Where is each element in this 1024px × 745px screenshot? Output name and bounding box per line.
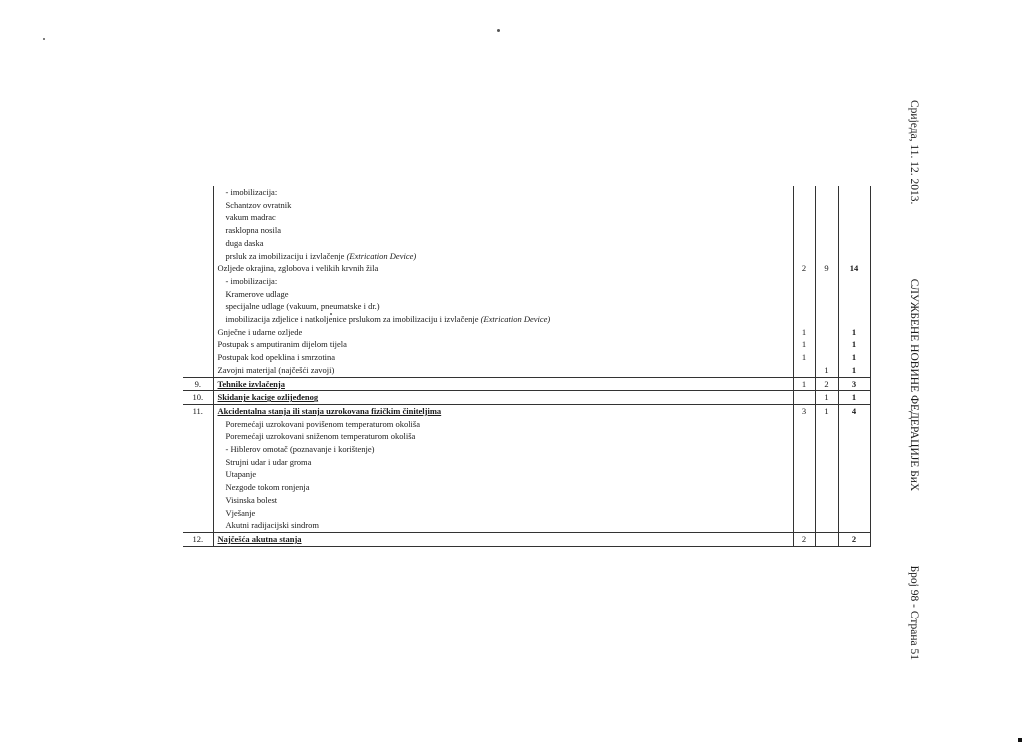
row-description [213, 364, 793, 377]
row-text: Kramerove udlage [225, 288, 289, 299]
row-hours-a [793, 186, 815, 199]
row-text-italic: (Extrication Device) [480, 314, 551, 325]
row-hours-a [793, 211, 815, 224]
row-text: - imobilizacija: [225, 187, 278, 197]
row-number [183, 494, 213, 507]
row-total [838, 275, 870, 288]
row-number [183, 456, 213, 469]
row-number [183, 313, 213, 326]
row-hours-a [793, 391, 815, 405]
row-hours-b [815, 186, 838, 199]
scan-speck [43, 38, 45, 40]
row-text: Postupak s amputiranim dijelom tijela [217, 339, 347, 350]
row-number [183, 211, 213, 224]
row-total: 1 [838, 364, 870, 377]
row-number [183, 430, 213, 443]
row-text: - Hiblerov omotač (poznavanje i korištenje) [225, 444, 375, 455]
row-number [183, 288, 213, 301]
row-hours-b [815, 418, 838, 431]
table-row [183, 404, 870, 417]
row-hours-b [815, 224, 838, 237]
row-total [838, 481, 870, 494]
row-hours-b [815, 300, 838, 313]
row-total [838, 456, 870, 469]
row-total: 1 [838, 391, 870, 405]
row-text: Akcidentalna stanja ili stanja uzrokovana fizičkim činiteljima [217, 405, 442, 416]
side-header [900, 100, 920, 660]
row-number [183, 519, 213, 532]
row-description [213, 262, 793, 275]
row-number [183, 275, 213, 288]
row-description [213, 326, 793, 339]
table-row [183, 237, 870, 250]
row-text: Postupak kod opeklina i smrzotina [217, 352, 336, 363]
row-hours-a [793, 300, 815, 313]
row-description [213, 481, 793, 494]
row-hours-a: 1 [793, 338, 815, 351]
row-hours-b [815, 481, 838, 494]
row-description [213, 391, 793, 405]
row-number [183, 443, 213, 456]
row-total [838, 519, 870, 532]
row-hours-b [815, 507, 838, 520]
row-hours-a: 1 [793, 326, 815, 339]
side-header-text [908, 100, 920, 660]
row-description [213, 237, 793, 250]
row-number [183, 481, 213, 494]
curriculum-table-container [183, 186, 870, 547]
table-row [183, 211, 870, 224]
row-hours-b [815, 237, 838, 250]
table-row [183, 326, 870, 339]
row-description [213, 418, 793, 431]
row-hours-a [793, 456, 815, 469]
row-text: Nezgode tokom ronjenja [225, 482, 310, 493]
row-number [183, 351, 213, 364]
row-description [213, 224, 793, 237]
row-total [838, 250, 870, 263]
row-hours-b [815, 326, 838, 339]
row-description [213, 443, 793, 456]
row-hours-b [815, 288, 838, 301]
row-number [183, 199, 213, 212]
row-number [183, 507, 213, 520]
table-row [183, 250, 870, 263]
scan-speck [497, 29, 500, 32]
row-hours-b [815, 519, 838, 532]
row-total: 1 [838, 326, 870, 339]
row-hours-a [793, 250, 815, 263]
row-number: 11. [183, 404, 213, 417]
row-description [213, 507, 793, 520]
table-row [183, 275, 870, 288]
row-hours-a [793, 443, 815, 456]
row-hours-b [815, 494, 838, 507]
table-row [183, 532, 870, 546]
row-number [183, 418, 213, 431]
row-number [183, 224, 213, 237]
side-date: Сриједа, 11. 12. 2013. [908, 100, 920, 205]
row-number [183, 468, 213, 481]
row-total: 3 [838, 377, 870, 391]
row-total: 1 [838, 351, 870, 364]
row-hours-b [815, 338, 838, 351]
row-hours-a: 1 [793, 351, 815, 364]
row-description [213, 275, 793, 288]
row-hours-a [793, 468, 815, 481]
row-hours-a [793, 481, 815, 494]
scan-speck [1018, 738, 1022, 742]
row-total [838, 300, 870, 313]
row-text: specijalne udlage (vakuum, pneumatske i dr.) [225, 301, 380, 312]
row-hours-b: 1 [815, 364, 838, 377]
row-description [213, 186, 793, 199]
table-row [183, 288, 870, 301]
table-row [183, 262, 870, 275]
row-total [838, 443, 870, 456]
table-row [183, 364, 870, 377]
row-number: 12. [183, 532, 213, 546]
table-row [183, 199, 870, 212]
side-page-number: Број 98 - Страна 51 [908, 565, 920, 660]
row-hours-b: 9 [815, 262, 838, 275]
table-row [183, 391, 870, 405]
row-text: Tehnike izvlačenja [217, 378, 285, 389]
row-total [838, 507, 870, 520]
row-description [213, 351, 793, 364]
row-hours-b [815, 443, 838, 456]
row-total [838, 186, 870, 199]
row-description [213, 468, 793, 481]
row-total [838, 199, 870, 212]
row-text: vakum madrac [225, 212, 276, 223]
row-text: Schantzov ovratnik [225, 199, 292, 210]
row-number [183, 326, 213, 339]
row-description [213, 494, 793, 507]
table-row [183, 507, 870, 520]
row-text: Zavojni materijal (najčešći zavoji) [217, 364, 335, 375]
row-description [213, 338, 793, 351]
row-description [213, 404, 793, 417]
row-description [213, 519, 793, 532]
row-number [183, 338, 213, 351]
row-hours-b [815, 199, 838, 212]
row-hours-b [815, 468, 838, 481]
row-total: 2 [838, 532, 870, 546]
row-hours-a [793, 418, 815, 431]
row-description [213, 377, 793, 391]
row-hours-b [815, 456, 838, 469]
row-text: Gnječne i udarne ozljede [217, 326, 303, 337]
row-description [213, 313, 793, 326]
row-number: 10. [183, 391, 213, 405]
row-hours-a [793, 288, 815, 301]
row-number [183, 364, 213, 377]
table-row [183, 351, 870, 364]
row-hours-b [815, 351, 838, 364]
row-number [183, 186, 213, 199]
row-hours-a: 3 [793, 404, 815, 417]
row-description [213, 199, 793, 212]
table-row [183, 430, 870, 443]
row-description [213, 250, 793, 263]
row-total [838, 468, 870, 481]
row-total [838, 430, 870, 443]
row-hours-a [793, 199, 815, 212]
row-text: Najčešća akutna stanja [217, 533, 302, 544]
table-row [183, 418, 870, 431]
row-hours-a [793, 494, 815, 507]
row-hours-b [815, 532, 838, 546]
row-hours-a [793, 364, 815, 377]
row-hours-b [815, 275, 838, 288]
row-hours-b [815, 430, 838, 443]
curriculum-table [183, 186, 871, 547]
table-row [183, 313, 870, 326]
row-total: 4 [838, 404, 870, 417]
row-text: rasklopna nosila [225, 225, 281, 236]
row-number [183, 300, 213, 313]
row-hours-b [815, 313, 838, 326]
table-row [183, 186, 870, 199]
row-hours-b [815, 250, 838, 263]
row-text: imobilizacija zdjelice i natkoljenice prslukom za imobilizaciju i izvlačenje [225, 314, 479, 325]
row-text: Akutni radijacijski sindrom [225, 520, 319, 531]
row-hours-a: 1 [793, 377, 815, 391]
row-hours-a [793, 275, 815, 288]
row-text: Strujni udar i udar groma [225, 456, 312, 467]
row-total [838, 224, 870, 237]
row-hours-a [793, 430, 815, 443]
table-body [183, 186, 870, 546]
row-description [213, 288, 793, 301]
row-text: Utapanje [225, 469, 257, 480]
row-hours-a: 2 [793, 262, 815, 275]
row-description [213, 211, 793, 224]
row-number [183, 262, 213, 275]
row-text: Vješanje [225, 507, 256, 518]
table-row [183, 468, 870, 481]
row-description [213, 456, 793, 469]
row-total: 14 [838, 262, 870, 275]
row-number [183, 250, 213, 263]
row-description [213, 300, 793, 313]
row-text: Skidanje kacige ozlijeđenog [217, 392, 319, 403]
row-total [838, 211, 870, 224]
row-text: duga daska [225, 237, 264, 248]
row-text: - imobilizacija: [225, 275, 278, 286]
table-row [183, 300, 870, 313]
row-hours-a: 2 [793, 532, 815, 546]
row-hours-a [793, 519, 815, 532]
table-row [183, 456, 870, 469]
row-hours-a [793, 237, 815, 250]
row-total [838, 288, 870, 301]
row-text: Poremećaji uzrokovani povišenom temperaturom okoliša [225, 418, 421, 429]
row-total [838, 418, 870, 431]
row-hours-b: 1 [815, 391, 838, 405]
row-hours-b [815, 211, 838, 224]
table-row [183, 377, 870, 391]
table-row [183, 224, 870, 237]
row-hours-a [793, 507, 815, 520]
row-description [213, 430, 793, 443]
row-description [213, 532, 793, 546]
row-text: Ozljede okrajina, zglobova i velikih krvnih žila [217, 263, 379, 274]
row-hours-a [793, 224, 815, 237]
row-total [838, 494, 870, 507]
row-text: Poremećaji uzrokovani sniženom temperaturom okoliša [225, 431, 416, 442]
table-row [183, 481, 870, 494]
row-hours-b: 1 [815, 404, 838, 417]
side-publication: СЛУЖБЕНЕ НОВИНЕ ФЕДЕРАЦИЈЕ БиХ [908, 278, 920, 492]
row-total [838, 237, 870, 250]
table-row [183, 519, 870, 532]
row-text: Visinska bolest [225, 494, 278, 505]
table-row [183, 443, 870, 456]
table-row [183, 338, 870, 351]
row-total [838, 313, 870, 326]
row-number: 9. [183, 377, 213, 391]
row-text-italic: (Extrication Device) [346, 250, 417, 261]
row-total: 1 [838, 338, 870, 351]
row-text: prsluk za imobilizaciju i izvlačenje [225, 250, 345, 261]
row-number [183, 237, 213, 250]
row-hours-a [793, 313, 815, 326]
table-row [183, 494, 870, 507]
row-hours-b: 2 [815, 377, 838, 391]
